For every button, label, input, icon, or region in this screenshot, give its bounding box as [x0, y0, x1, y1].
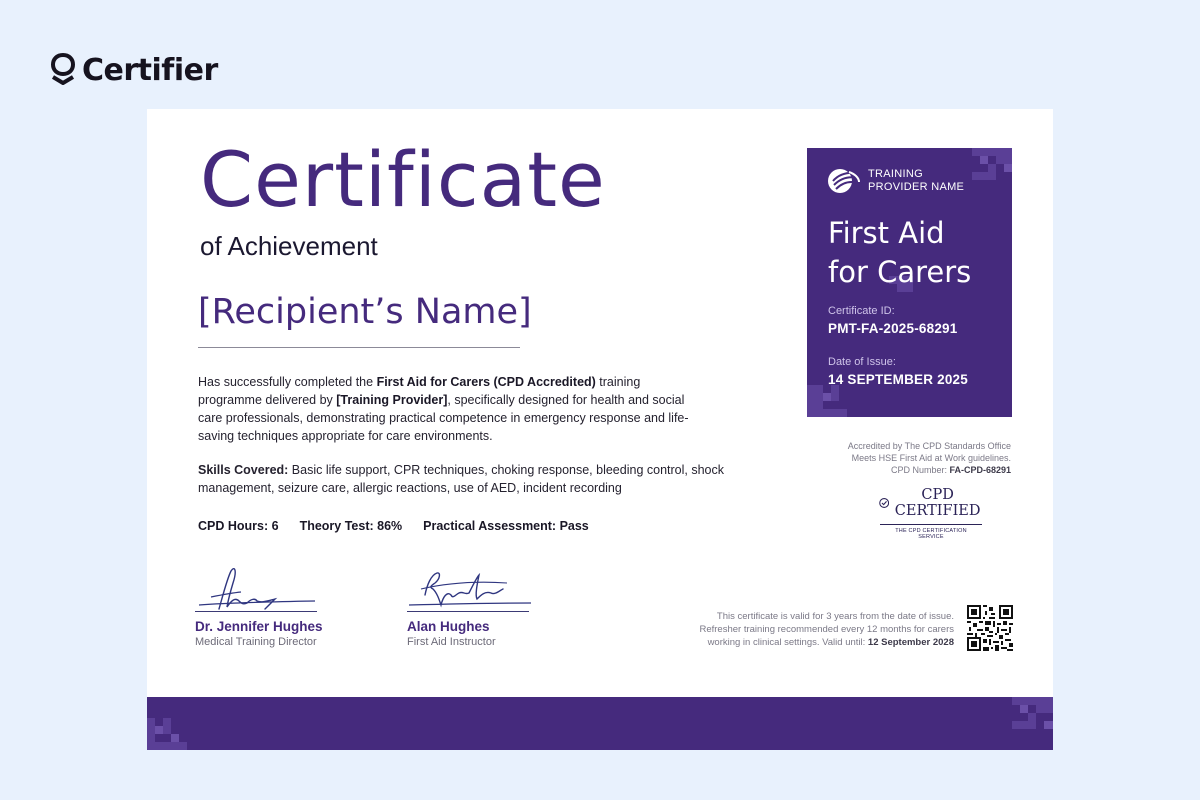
- validity-line-3: [699, 636, 954, 649]
- validity-note: [699, 610, 954, 649]
- assessment-stats: [198, 519, 589, 533]
- validity-line-1: This certificate is valid for 3 years from the date of issue.: [716, 611, 954, 622]
- cpd-logo-subtext-1: THE CPD CERTIFICATION: [895, 528, 967, 534]
- signatory-role: First Aid Instructor: [407, 636, 496, 648]
- cpd-number-label: CPD Number:: [890, 465, 950, 475]
- pixel-pattern: [1012, 697, 1053, 705]
- provider-logo-icon: [827, 168, 860, 194]
- pixel-pattern: [972, 148, 1012, 156]
- validity-until-date: 12 September 2028: [867, 637, 954, 648]
- certificate-id-label: Certificate ID:: [828, 305, 895, 317]
- skills-covered: [198, 461, 738, 497]
- description-text-3: , specifically designed for health and social care professionals, demonstrating practical competence in emergency response and life-saving techniques appropriate for care environments.: [198, 393, 689, 443]
- description-text-1: Has successfully completed the: [198, 375, 377, 389]
- cpd-number-value: FA-CPD-68291: [949, 465, 1011, 475]
- qr-code-icon[interactable]: [967, 605, 1013, 651]
- stat-practical-assessment: Practical Assessment: Pass: [423, 519, 589, 533]
- signature-image: [195, 565, 325, 615]
- description-provider: [Training Provider]: [336, 393, 448, 407]
- pixel-pattern: [147, 718, 155, 750]
- recipient-underline: [198, 347, 520, 348]
- provider-name-line-2: PROVIDER NAME: [868, 181, 965, 193]
- brand-header: [50, 52, 218, 88]
- brand-name: Certifier: [82, 52, 218, 88]
- footer-band: [147, 697, 1053, 750]
- course-title-line-2: for Carers: [828, 255, 972, 289]
- signatory-role: Medical Training Director: [195, 636, 317, 648]
- signature-line: [195, 611, 317, 612]
- cpd-logo-text: CPD CERTIFIED: [894, 487, 981, 519]
- certificate-id-value: PMT-FA-2025-68291: [828, 321, 958, 336]
- accreditation-line-2: Meets HSE First Aid at Work guidelines.: [851, 453, 1011, 463]
- recipient-name: [Recipient’s Name]: [198, 292, 532, 332]
- certificate-card: [147, 109, 1053, 750]
- description-text-2: training programme delivered by: [198, 375, 641, 407]
- signature-line: [407, 611, 529, 612]
- stat-theory-test: Theory Test: 86%: [299, 519, 403, 533]
- course-title: [828, 214, 1003, 292]
- validity-until-label: working in clinical settings. Valid until:: [707, 637, 868, 648]
- achievement-description: [198, 373, 698, 445]
- skills-list: Basic life support, CPR techniques, choking response, bleeding control, shock management, seizure care, allergic reactions, use of AED, incident recording: [198, 463, 724, 495]
- course-title-line-1: First Aid: [828, 216, 945, 250]
- provider-name: [868, 168, 964, 194]
- check-circle-icon: [879, 496, 889, 510]
- signatory-name: Dr. Jennifer Hughes: [195, 619, 323, 634]
- pixel-pattern: [807, 385, 823, 417]
- course-badge: [807, 148, 1012, 417]
- skills-label: Skills Covered:: [198, 463, 289, 477]
- accreditation-note: [848, 440, 1011, 476]
- training-provider: [827, 168, 964, 194]
- cpd-number: [848, 464, 1011, 476]
- validity-line-2: Refresher training recommended every 12 months for carers: [699, 624, 954, 635]
- accreditation-line-1: Accredited by The CPD Standards Office: [847, 441, 1011, 451]
- shield-checkmark-logo-icon: [50, 52, 76, 88]
- issue-date-value: 14 SEPTEMBER 2025: [828, 372, 968, 387]
- cpd-logo-subtext-2: SERVICE: [918, 534, 944, 540]
- certificate-title: Certificate: [200, 135, 606, 224]
- signature-block-director: [195, 565, 355, 648]
- issue-date-label: Date of Issue:: [828, 356, 896, 368]
- stat-cpd-hours: CPD Hours: 6: [198, 519, 279, 533]
- signatory-name: Alan Hughes: [407, 619, 490, 634]
- cpd-logo-rule: [880, 524, 982, 525]
- signature-image: [407, 565, 537, 615]
- cpd-certified-logo: [879, 487, 983, 540]
- signature-block-instructor: [407, 565, 567, 648]
- description-course: First Aid for Carers (CPD Accredited): [376, 375, 596, 389]
- provider-name-line-1: TRAINING: [868, 168, 923, 180]
- certificate-subtitle: of Achievement: [200, 231, 378, 261]
